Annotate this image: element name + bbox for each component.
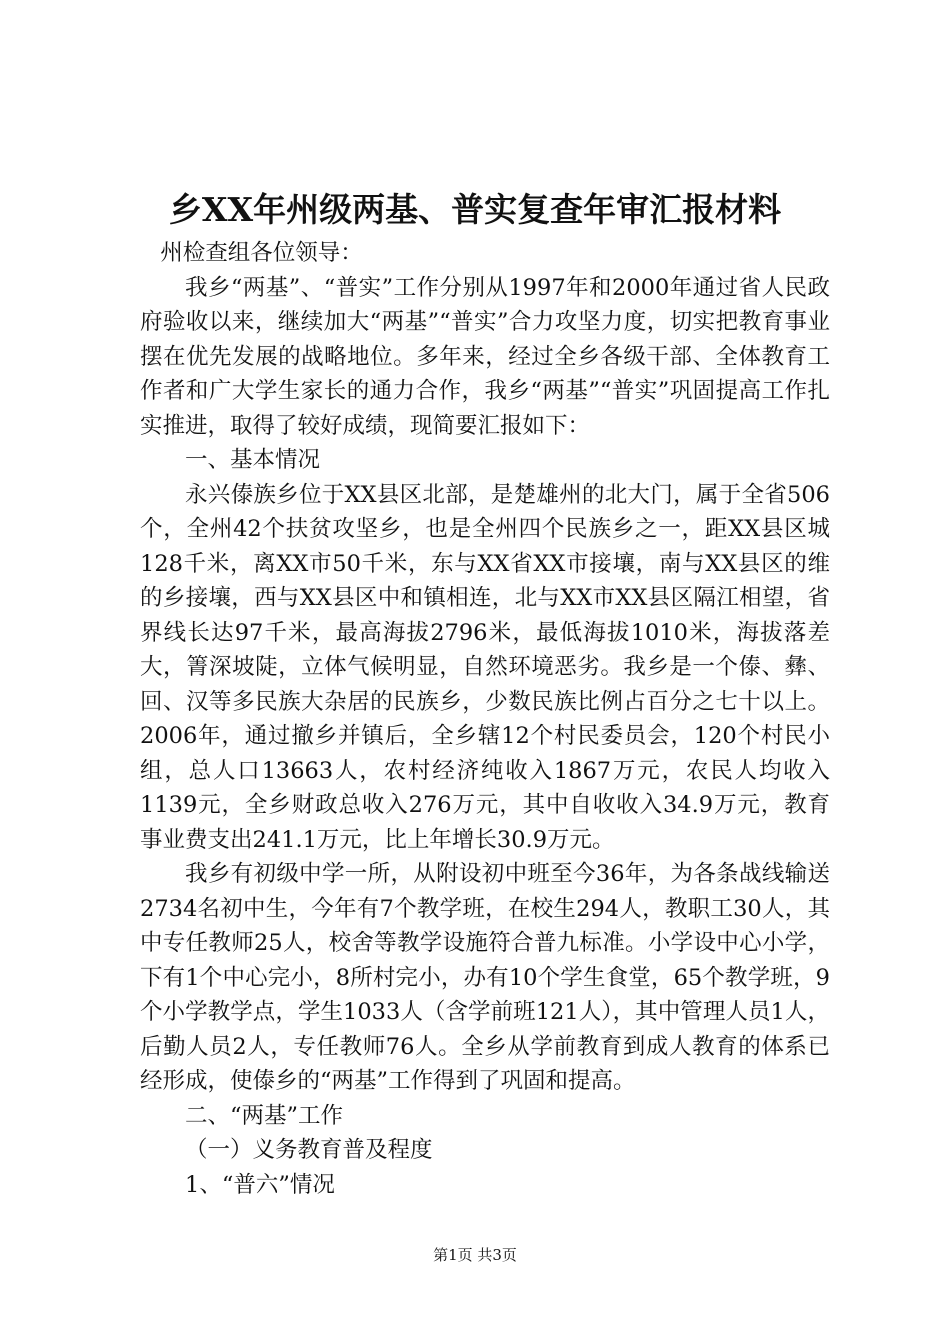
page-number-footer: 第1页 共3页: [433, 1246, 517, 1264]
document-body: [140, 236, 830, 1202]
subsection-heading-compulsory-education: （一）义务教育普及程度: [185, 1137, 433, 1163]
item-heading-puliu: 1、“普六”情况: [185, 1171, 335, 1198]
section-heading-liangji: 二、“两基”工作: [185, 1102, 344, 1129]
basic-info-paragraph: 永兴傣族乡位于XX县区北部，是楚雄州的北大门，属于全省506个，全州42个扶贫攻坚乡，也是全州四个民族乡之一，距XX县区城128千米，离XX市50千米，东与XX省XX市接壤，南与XX县区的维的乡接壤，西与XX县区中和镇相连，北与XX市XX县区隔江相望，省界线长达97千米，最高海拔2796米，最低海拔1010米，海拔落差大，箐深坡陡，立体气候明显，自然环境恶劣。我乡是一个傣、彝、回、汉等多民族大杂居的民族乡，少数民族比例占百分之七十以上。2006年，通过撤乡并镇后，全乡辖12个村民委员会，120个村民小组，总人口13663人，农村经济纯收入1867万元，农民人均收入1139元，全乡财政总收入276万元，其中自收收入34.9万元，教育事业费支出241.1万元，比上年增长30.9万元。: [140, 481, 830, 853]
document-title: 乡XX年州级两基、普实复查年审汇报材料: [168, 190, 782, 229]
section-heading-basic-info: 一、基本情况: [185, 447, 321, 473]
intro-paragraph: 我乡“两基”、“普实”工作分别从1997年和2000年通过省人民政府验收以来，继续加大“两基”“普实”合力攻坚力度，切实把教育事业摆在优先发展的战略地位。多年来，经过全乡各级干部、全体教育工作者和广大学生家长的通力合作，我乡“两基”“普实”巩固提高工作扎实推进，取得了较好成绩，现简要汇报如下：: [140, 274, 830, 439]
school-info-paragraph: 我乡有初级中学一所，从附设初中班至今36年，为各条战线输送2734名初中生，今年有7个教学班，在校生294人，教职工30人，其中专任教师25人，校舍等教学设施符合普九标准。小学设中心小学，下有1个中心完小，8所村完小，办有10个学生食堂，65个教学班，9个小学教学点，学生1033人（含学前班121人），其中管理人员1人，后勤人员2人，专任教师76人。全乡从学前教育到成人教育的体系已经形成，使傣乡的“两基”工作得到了巩固和提高。: [140, 861, 830, 1094]
salutation: 州检查组各位领导：: [160, 240, 363, 266]
